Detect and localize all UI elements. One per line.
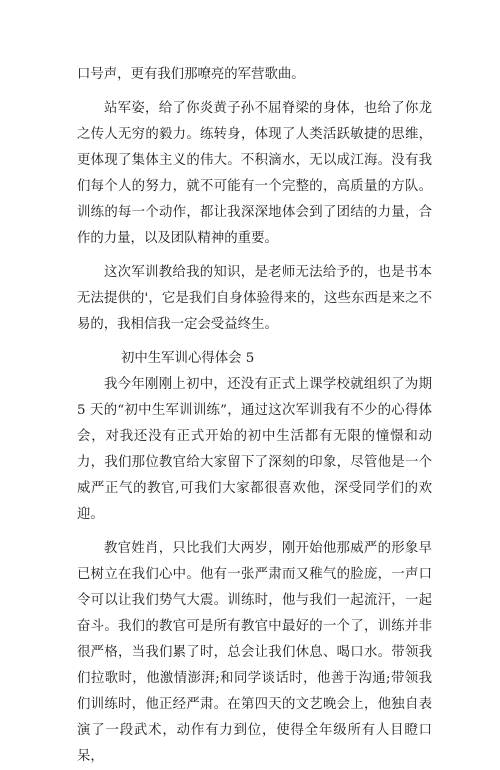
paragraph-military-stance: 站军姿，给了你炎黄子孙不屈脊梁的身体，也给了你龙之传人无穷的毅力。练转身，体现了人类活跃敏捷的思维，更体现了集体主义的伟大。不积滴水，无以成江海。没有我们每个人的努力，就不可能有一个完整的，高质量的方队。训练的每一个动作，都让我深深地体会到了团结的力量，合作的力量，以及团队精神的重要。 [77, 101, 432, 246]
paragraph-instructor: 教官姓肖，只比我们大两岁，刚开始他那威严的形象早已树立在我们心中。他有一张严肃而又稚气的脸庞，一声口令可以让我们势气大震。训练时，他与我们一起流汗，一起奋斗。我们的教官可是所有教官中最好的一个了，训练并非很严格，当我们累了时，总会让我们休息、喝口水。带领我们拉歌时，他激情澎湃;和同学谈话时，他善于沟通;带领我们训练时，他正经严肃。在第四天的文艺晚会上，他独自表演了一段武术，动作有力到位，使得全年级所有人目瞪口呆， [77, 541, 432, 764]
section-heading: 初中生军训心得体会 5 [121, 351, 255, 366]
paragraph-intro: 我今年刚刚上初中，还没有正式上课学校就组织了为期 5 天的“初中生军训训练”，通过这次军训我有不少的心得体会，对我还没有正式开始的初中生活都有无限的憧憬和动力，我们那位教官给大家留下了深刻的印象，尽管他是一个威严正气的教官,可我们大家都很喜欢他，深受同学们的欢迎。 [77, 377, 432, 522]
paragraph-continuation: 口号声，更有我们那嘹亮的军营歌曲。 [77, 67, 305, 82]
document-page [77, 62, 432, 770]
paragraph-knowledge: 这次军训教给我的知识，是老师无法给予的，也是书本无法提供的'，它是我们自身体验得来的，这些东西是来之不易的，我相信我一定会受益终生。 [77, 265, 432, 332]
